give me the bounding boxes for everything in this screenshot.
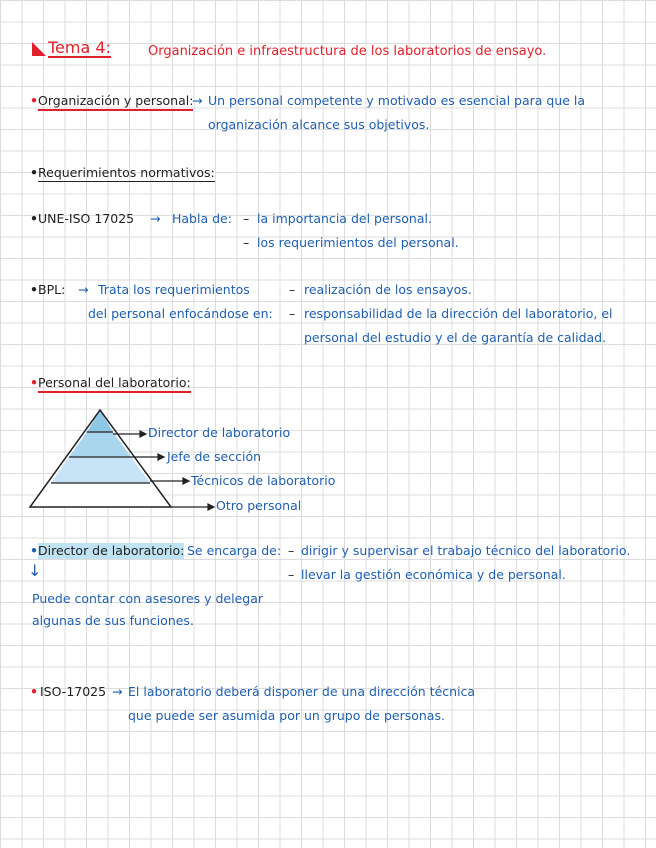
- page-title: Organización e infraestructura de los laboratorios de ensayo.: [148, 44, 547, 59]
- org-heading: Organización y personal:: [38, 93, 193, 111]
- une-item1: la importancia del personal.: [257, 211, 432, 226]
- dash: –: [243, 235, 250, 250]
- lab-heading: Personal del laboratorio:: [38, 375, 191, 393]
- bullet-dot: •: [30, 165, 38, 180]
- org-text-line1: Un personal competente y motivado es esencial para que la: [208, 93, 586, 108]
- dash: –: [289, 306, 296, 321]
- iso-line2: que puede ser asumida por un grupo de personas.: [128, 708, 445, 723]
- arrow-right-icon: →: [150, 211, 161, 226]
- bpl-lead1: Trata los requerimientos: [98, 282, 250, 297]
- pyramid-level-4: [30, 483, 171, 507]
- bullet-dot: •: [30, 93, 38, 108]
- une-item2: los requerimientos del personal.: [257, 235, 459, 250]
- triangle-marker-icon: [32, 42, 46, 56]
- arrow-right-icon: →: [78, 282, 89, 297]
- bullet-dot: •: [30, 211, 38, 226]
- director-item2: llevar la gestión económica y de personal.: [301, 567, 566, 582]
- director-note-line1: Puede contar con asesores y delegar: [32, 591, 264, 606]
- dash: –: [288, 567, 295, 582]
- arrow-right-icon: →: [112, 684, 123, 699]
- une-lead: Habla de:: [172, 211, 232, 226]
- title-marker-icon: [32, 42, 46, 59]
- req-heading: Requerimientos normativos:: [38, 165, 215, 180]
- bpl-item2b: personal del estudio y el de garantía de calidad.: [304, 330, 607, 345]
- pyramid-level-1: [87, 410, 113, 432]
- iso-line1: El laboratorio deberá disponer de una dirección técnica: [128, 684, 476, 699]
- dash: –: [243, 211, 250, 226]
- pyramid-label-tecnicos: Técnicos de laboratorio: [191, 473, 336, 488]
- pyramid-label-jefe: Jefe de sección: [167, 449, 262, 464]
- director-note-line2: algunas de sus funciones.: [32, 613, 194, 628]
- director-item1: dirigir y supervisar el trabajo técnico del laboratorio.: [301, 543, 631, 558]
- bullet-dot: •: [30, 375, 38, 390]
- iso-label: ISO-17025: [40, 684, 107, 699]
- pyramid-label-otro: Otro personal: [216, 498, 302, 513]
- pyramid-level-3: [51, 457, 150, 483]
- bullet-dot: •: [30, 543, 38, 558]
- dash: –: [289, 282, 296, 297]
- org-text-line2: organización alcance sus objetivos.: [208, 117, 430, 132]
- arrow-right-icon: →: [192, 93, 203, 108]
- arrow-down-icon: ↓: [28, 561, 42, 580]
- director-heading: Director de laboratorio:: [38, 543, 185, 558]
- bullet-dot: •: [30, 282, 38, 297]
- bpl-label: BPL:: [38, 282, 66, 297]
- pyramid-label-director: Director de laboratorio: [148, 425, 291, 440]
- une-label: UNE-ISO 17025: [38, 211, 135, 226]
- director-lead: Se encarga de:: [187, 543, 282, 558]
- dash: –: [288, 543, 295, 558]
- bpl-item1: realización de los ensayos.: [304, 282, 472, 297]
- pyramid-level-2: [69, 432, 131, 457]
- title-prefix: Tema 4:: [48, 38, 111, 57]
- bullet-dot: •: [30, 684, 38, 699]
- bpl-lead2: del personal enfocándose en:: [88, 306, 273, 321]
- bpl-item2a: responsabilidad de la dirección del laboratorio, el: [304, 306, 613, 321]
